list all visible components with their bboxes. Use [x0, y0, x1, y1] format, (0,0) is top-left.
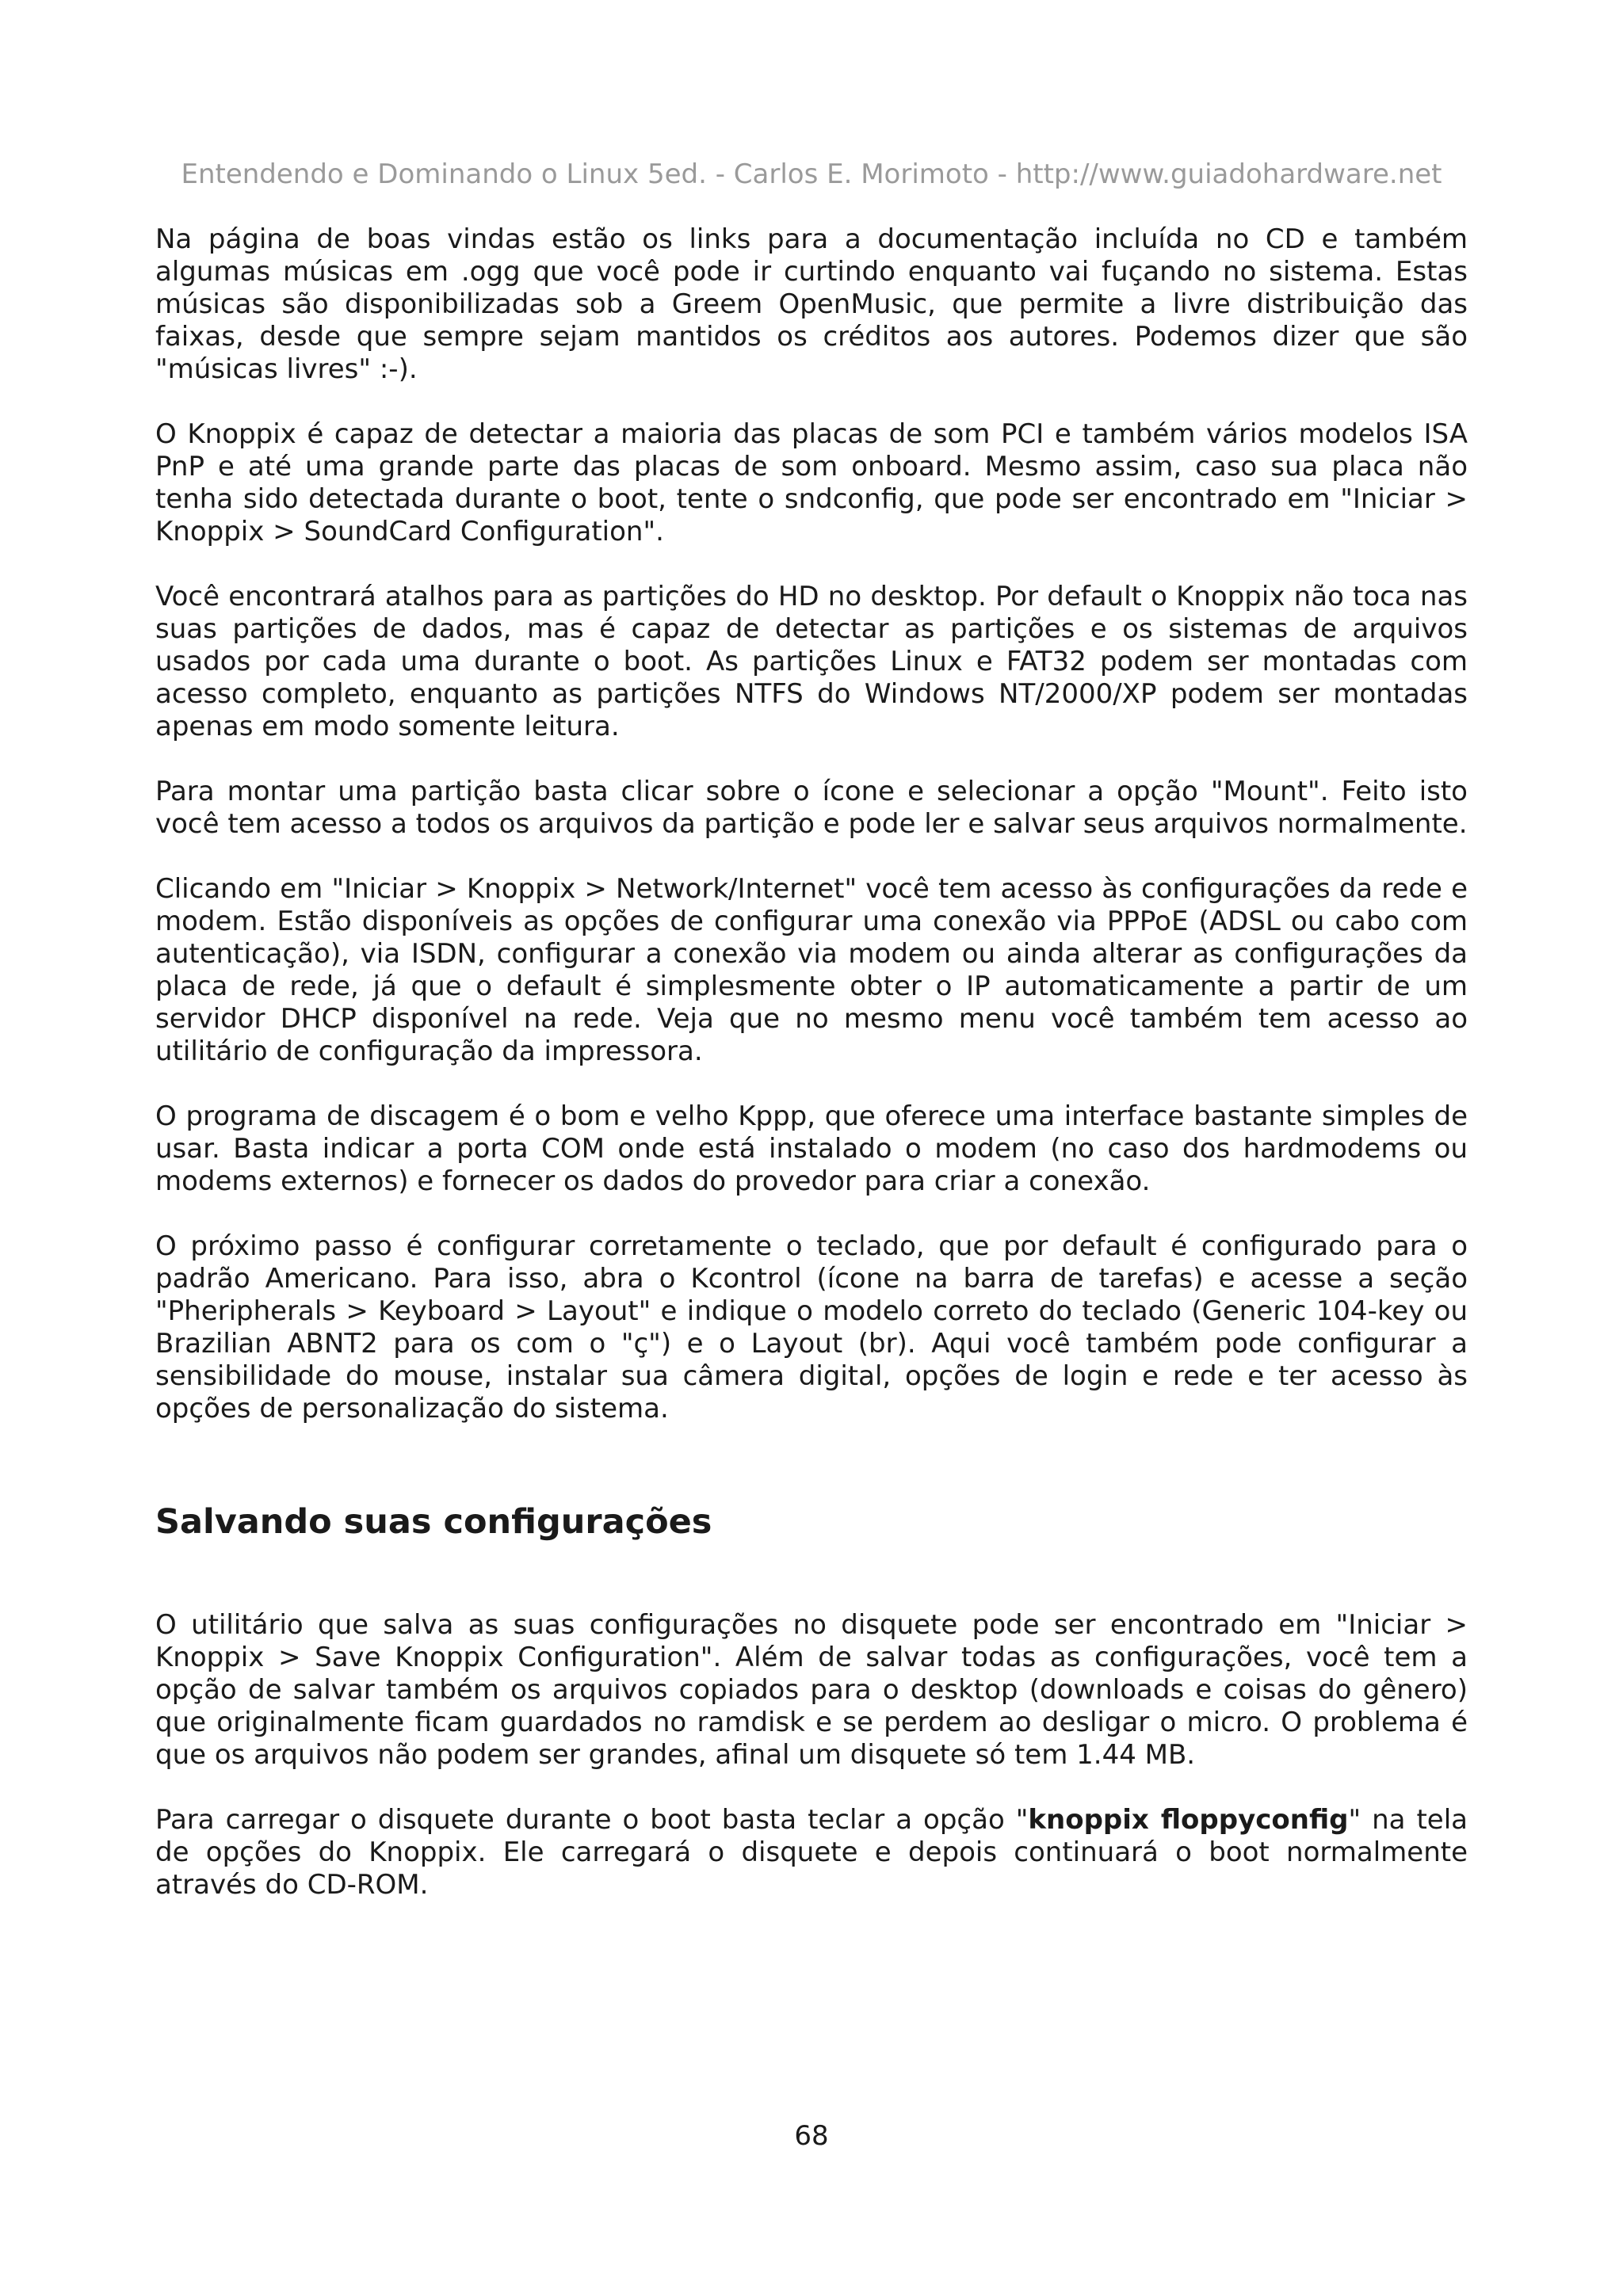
floppy-boot-text-before: Para carregar o disquete durante o boot basta teclar a opção " [155, 1804, 1029, 1836]
paragraph-welcome-page: Na página de boas vindas estão os links para a documentação incluída no CD e também algumas músicas em .ogg que você pode ir curtindo enquanto vai fuçando no sistema. Estas músicas são disponibilizadas sob a Greem OpenMusic, que permite a livre distribuição das faixas, desde que sempre sejam mantidos os créditos aos autores. Podemos dizer que são "músicas livres" :-). [155, 223, 1468, 385]
paragraph-floppy-boot [155, 1804, 1468, 1901]
boot-option-code: knoppix floppyconfig [1028, 1804, 1349, 1836]
paragraph-network: Clicando em "Iniciar > Knoppix > Network/Internet" você tem acesso às configurações da rede e modem. Estão disponíveis as opções de configurar uma conexão via PPPoE (ADSL ou cabo com autenticação), via ISDN, configurar a conexão via modem ou ainda alterar as configurações da placa de rede, já que o default é simplesmente obter o IP automaticamente a partir de um servidor DHCP disponível na rede. Veja que no mesmo menu você também tem acesso ao utilitário de configuração da impressora. [155, 873, 1468, 1067]
page-number: 68 [794, 2120, 829, 2152]
floppy-boot-text-after: " na tela de opções do Knoppix. Ele carregará o disquete e depois continuará o boot normalmente através do CD-ROM. [155, 1804, 1468, 1901]
paragraph-mount: Para montar uma partição basta clicar sobre o ícone e selecionar a opção "Mount". Feito isto você tem acesso a todos os arquivos da partição e pode ler e salvar seus arquivos normalmente. [155, 776, 1468, 840]
page-content [155, 223, 1468, 1934]
paragraph-sound-cards: O Knoppix é capaz de detectar a maioria das placas de som PCI e também vários modelos ISA PnP e até uma grande parte das placas de som onboard. Mesmo assim, caso sua placa não tenha sido detectada durante o boot, tente o sndconfig, que pode ser encontrado em "Iniciar > Knoppix > SoundCard Configuration". [155, 418, 1468, 547]
section-heading: Salvando suas configurações [155, 1502, 712, 1542]
paragraph-keyboard: O próximo passo é configurar corretamente o teclado, que por default é configurado para o padrão Americano. Para isso, abra o Kcontrol (ícone na barra de tarefas) e acesse a seção "Pheripherals > Keyboard > Layout" e indique o modelo correto do teclado (Generic 104-key ou Brazilian ABNT2 para os com o "ç") e o Layout (br). Aqui você também pode configurar a sensibilidade do mouse, instalar sua câmera digital, opções de login e rede e ter acesso às opções de personalização do sistema. [155, 1230, 1468, 1425]
page-header: Entendendo e Dominando o Linux 5ed. - Carlos E. Morimoto - http://www.guiadohardware.net [181, 158, 1442, 190]
paragraph-dialer: O programa de discagem é o bom e velho Kppp, que oferece uma interface bastante simples de usar. Basta indicar a porta COM onde está instalado o modem (no caso dos hardmodems ou modems externos) e fornecer os dados do provedor para criar a conexão. [155, 1100, 1468, 1197]
paragraph-save-utility: O utilitário que salva as suas configurações no disquete pode ser encontrado em "Iniciar > Knoppix > Save Knoppix Configuration". Além de salvar todas as configurações, você tem a opção de salvar também os arquivos copiados para o desktop (downloads e coisas do gênero) que originalmente ficam guardados no ramdisk e se perdem ao desligar o micro. O problema é que os arquivos não podem ser grandes, afinal um disquete só tem 1.44 MB. [155, 1609, 1468, 1771]
paragraph-partitions: Você encontrará atalhos para as partições do HD no desktop. Por default o Knoppix não toca nas suas partições de dados, mas é capaz de detectar as partições e os sistemas de arquivos usados por cada uma durante o boot. As partições Linux e FAT32 podem ser montadas com acesso completo, enquanto as partições NTFS do Windows NT/2000/XP podem ser montadas apenas em modo somente leitura. [155, 581, 1468, 742]
